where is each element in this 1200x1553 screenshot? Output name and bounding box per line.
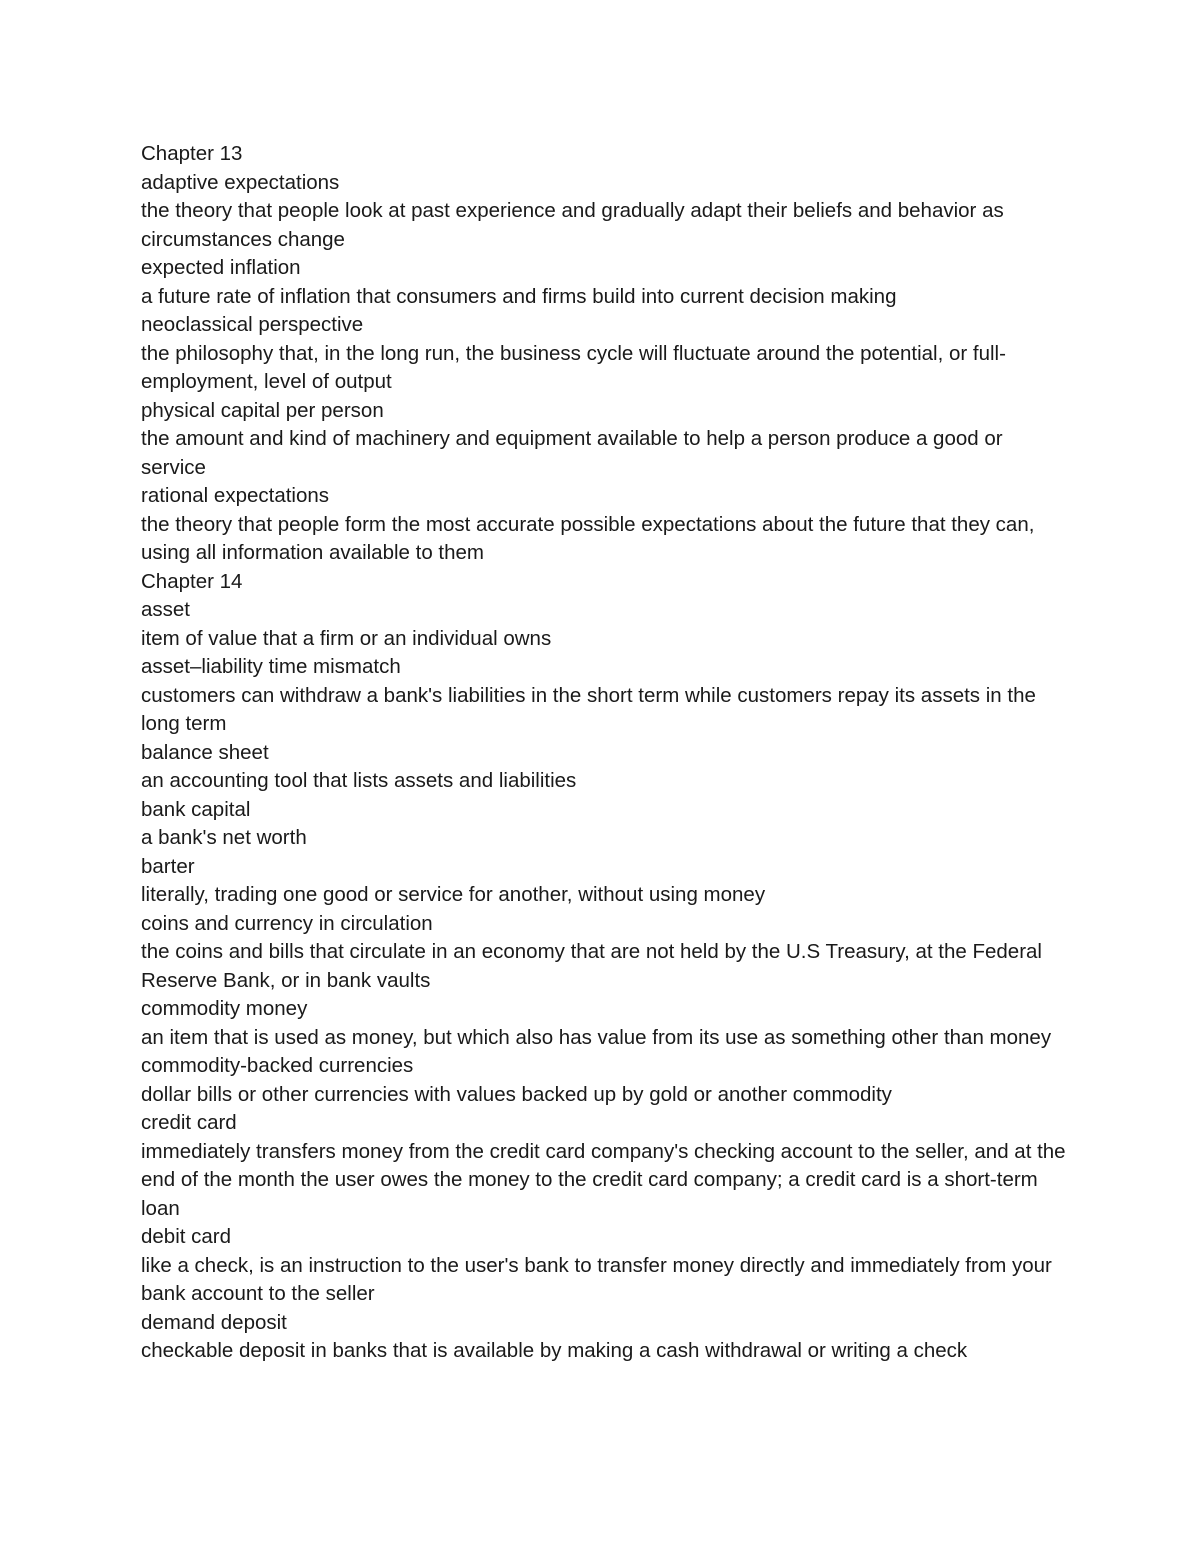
document-body [141,140,1071,1366]
term: rational expectations [141,484,330,507]
chapter-heading: Chapter 13 [141,142,243,165]
definition: like a check, is an instruction to the user's bank to transfer money directly and immediately from your bank account to the seller [141,1253,1052,1305]
term: commodity-backed currencies [141,1054,414,1077]
term: balance sheet [141,740,269,764]
definition: item of value that a firm or an individual owns [141,626,552,650]
definition: the theory that people look at past experience and gradually adapt their beliefs and behavior as circumstances change [141,199,1004,251]
definition: the philosophy that, in the long run, the business cycle will fluctuate around the potential, or full-employment, level of output [141,341,1006,393]
definition: immediately transfers money from the credit card company's checking account to the seller, and at the end of the month the user owes the money to the credit card company; a credit card is a short-term loan [141,1139,1066,1220]
definition: an accounting tool that lists assets and liabilities [141,769,577,792]
term: credit card [141,1111,237,1134]
term: physical capital per person [141,398,384,422]
chapter-heading: Chapter 14 [141,569,243,593]
term: bank capital [141,797,251,821]
definition: a future rate of inflation that consumers and firms build into current decision making [141,284,897,308]
definition: customers can withdraw a bank's liabilities in the short term while customers repay its assets in the long term [141,683,1036,735]
definition: checkable deposit in banks that is available by making a cash withdrawal or writing a check [141,1339,968,1362]
term: expected inflation [141,256,301,279]
term: adaptive expectations [141,170,340,194]
definition: a bank's net worth [141,826,307,849]
term: coins and currency in circulation [141,911,433,935]
definition: an item that is used as money, but which also has value from its use as something other than money [141,1025,1052,1049]
term: commodity money [141,997,308,1020]
term: asset–liability time mismatch [141,655,401,678]
term: demand deposit [141,1310,287,1334]
term: barter [141,854,195,878]
term: debit card [141,1225,232,1248]
definition: dollar bills or other currencies with values backed up by gold or another commodity [141,1082,892,1106]
definition: the coins and bills that circulate in an economy that are not held by the U.S Treasury, at the Federal Reserve Bank, or in bank vaults [141,940,1042,992]
term: neoclassical perspective [141,313,364,336]
definition: literally, trading one good or service for another, without using money [141,883,766,906]
term: asset [141,598,190,621]
definition: the theory that people form the most accurate possible expectations about the future that they can, using all information available to them [141,512,1035,564]
definition: the amount and kind of machinery and equipment available to help a person produce a good or service [141,427,1003,479]
